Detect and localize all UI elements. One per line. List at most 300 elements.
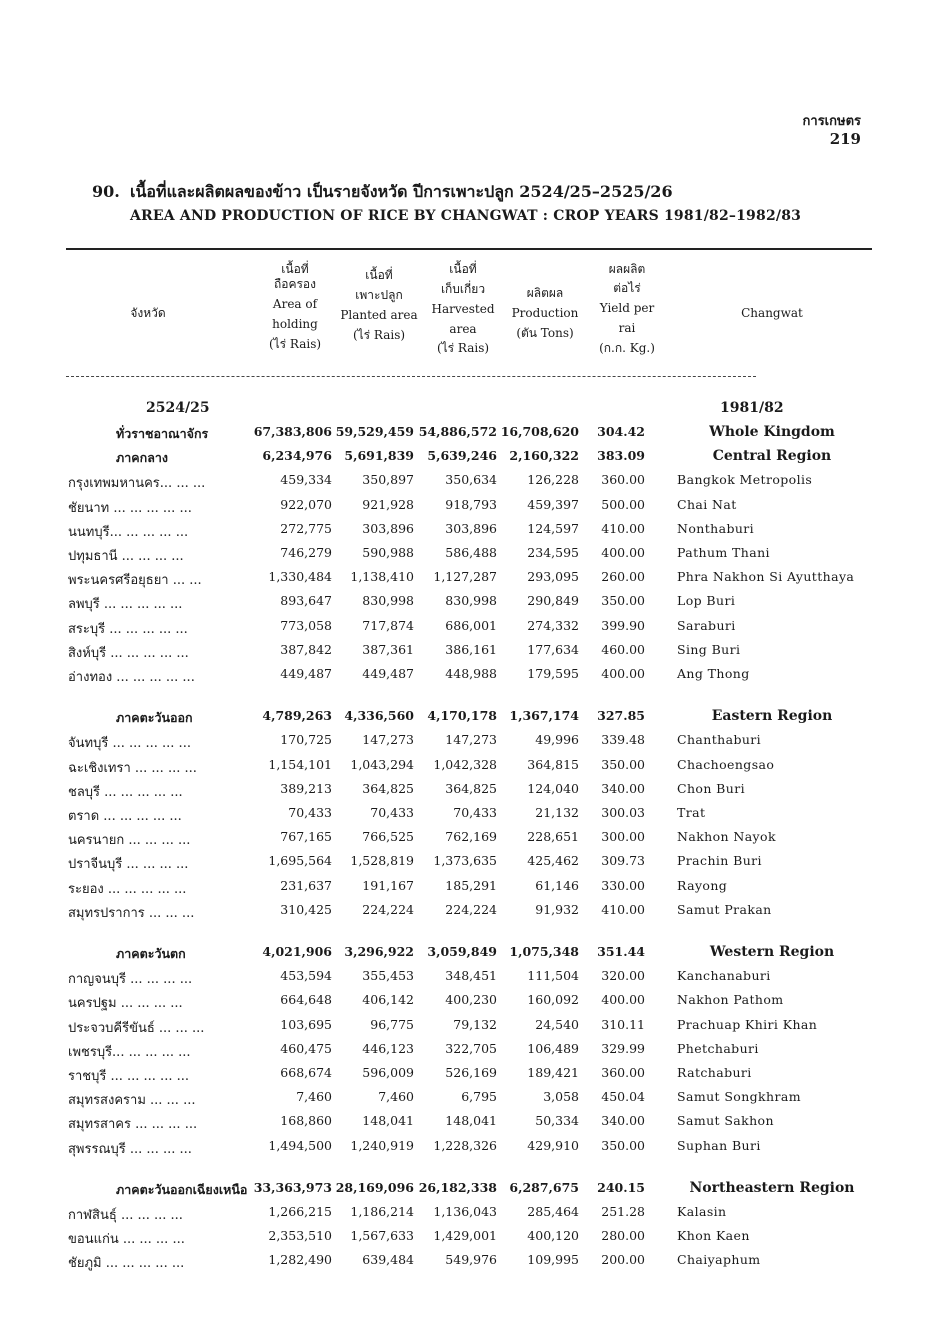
cell-thai: ภาคกลาง xyxy=(116,450,168,466)
table-row xyxy=(0,732,941,756)
cell-thai: ปทุมธานี ... ... ... ... xyxy=(68,549,184,564)
cell-yield: 340.00 xyxy=(601,1113,645,1129)
cell-yield: 309.73 xyxy=(601,853,645,869)
cell-yield: 450.04 xyxy=(601,1089,645,1105)
cell-thai: ลพบุรี ... ... ... ... ... xyxy=(68,597,183,613)
cell-english: Pathum Thani xyxy=(677,545,770,560)
table-row xyxy=(0,992,941,1016)
cell-harvested: 762,169 xyxy=(445,829,497,845)
cell-yield: 399.90 xyxy=(601,617,645,633)
cell-planted: 1,186,214 xyxy=(350,1204,414,1219)
cell-harvested: 5,639,246 xyxy=(427,448,497,464)
header-production xyxy=(500,286,590,341)
cell-thai: ภาคตะวันตก xyxy=(116,946,186,961)
title-thai: เนื้อที่และผลิตผลของข้าว เป็นรายจังหวัด ปีการเพาะปลูก 2524/25–2525/26 xyxy=(130,182,673,201)
cell-holding: 773,058 xyxy=(280,617,332,633)
cell-harvested: 364,825 xyxy=(445,780,497,796)
table-row xyxy=(0,1089,941,1113)
cell-production: 124,040 xyxy=(527,780,579,796)
cell-holding: 103,695 xyxy=(280,1016,332,1032)
cell-english: Western Region xyxy=(709,944,835,960)
top-rule xyxy=(66,248,872,250)
cell-harvested: 6,795 xyxy=(461,1089,497,1105)
cell-english: Chaiyaphum xyxy=(677,1252,761,1268)
header-yield-en-2: rai xyxy=(618,321,636,335)
cell-harvested: 1,228,326 xyxy=(433,1137,497,1153)
table-row xyxy=(0,545,941,569)
header-planted-thai-2: เพาะปลูก xyxy=(355,288,403,302)
cell-holding: 460,475 xyxy=(280,1040,332,1056)
cell-yield: 410.00 xyxy=(601,901,645,917)
table-row xyxy=(0,1065,941,1089)
cell-planted: 1,138,410 xyxy=(350,569,414,585)
year-english: 1981/82 xyxy=(720,400,784,416)
cell-yield: 500.00 xyxy=(601,496,645,512)
cell-english: Nakhon Nayok xyxy=(677,829,776,845)
cell-holding: 272,775 xyxy=(280,520,332,536)
table-number: 90. xyxy=(92,182,120,201)
cell-thai: ปราจีนบุรี ... ... ... ... xyxy=(68,857,189,873)
cell-planted: 1,043,294 xyxy=(350,756,414,772)
cell-thai: สระบุรี ... ... ... ... ... xyxy=(68,621,188,637)
cell-yield: 340.00 xyxy=(601,780,645,796)
cell-production: 189,421 xyxy=(527,1065,579,1080)
cell-harvested: 147,273 xyxy=(445,732,497,748)
table-row xyxy=(0,805,941,829)
cell-holding: 4,789,263 xyxy=(262,708,332,724)
cell-planted: 717,874 xyxy=(362,617,414,633)
table-row xyxy=(0,1252,941,1276)
cell-harvested: 26,182,338 xyxy=(418,1179,497,1195)
cell-production: 179,595 xyxy=(527,666,579,681)
cell-production: 400,120 xyxy=(527,1228,579,1244)
cell-thai: กาฬสินธุ์ ... ... ... ... xyxy=(68,1208,183,1223)
cell-yield: 460.00 xyxy=(601,641,645,657)
header-holding-en-2: holding xyxy=(272,317,318,331)
cell-english: Ang Thong xyxy=(677,666,750,681)
cell-yield: 329.99 xyxy=(601,1040,645,1056)
cell-harvested: 1,042,328 xyxy=(433,756,497,772)
cell-planted: 387,361 xyxy=(362,641,414,657)
cell-yield: 320.00 xyxy=(601,968,645,984)
cell-harvested: 549,976 xyxy=(445,1252,497,1268)
cell-harvested: 448,988 xyxy=(445,666,497,681)
cell-production: 16,708,620 xyxy=(500,424,579,439)
cell-thai: สมุทรสาคร ... ... ... ... xyxy=(68,1117,198,1133)
cell-yield: 360.00 xyxy=(601,472,645,488)
table-row xyxy=(0,781,941,805)
cell-production: 234,595 xyxy=(527,545,579,560)
table-row xyxy=(0,666,941,690)
cell-yield: 350.00 xyxy=(601,593,645,609)
cell-english: Chanthaburi xyxy=(677,732,762,748)
cell-english: Phetchaburi xyxy=(677,1040,759,1056)
cell-harvested: 54,886,572 xyxy=(418,424,497,439)
summary-row xyxy=(0,1180,941,1204)
header-planted-thai-1: เนื้อที่ xyxy=(365,268,393,282)
cell-planted: 446,123 xyxy=(362,1040,414,1056)
cell-english: Prachuap Khiri Khan xyxy=(677,1016,818,1032)
cell-english: Phra Nakhon Si Ayutthaya xyxy=(677,569,855,585)
cell-harvested: 1,429,001 xyxy=(433,1228,497,1244)
cell-yield: 240.15 xyxy=(597,1179,645,1195)
cell-production: 2,160,322 xyxy=(509,448,579,464)
header-rule xyxy=(66,376,756,377)
summary-row xyxy=(0,708,941,732)
cell-english: Nakhon Pathom xyxy=(677,992,784,1008)
summary-row xyxy=(0,944,941,968)
header-harvested-thai-1: เนื้อที่ xyxy=(449,262,477,276)
cell-planted: 766,525 xyxy=(362,829,414,845)
cell-production: 50,334 xyxy=(535,1113,579,1129)
cell-thai: ประจวบคีรีขันธ์ ... ... ... xyxy=(68,1020,205,1036)
cell-holding: 4,021,906 xyxy=(262,944,332,959)
cell-harvested: 386,161 xyxy=(445,641,497,657)
header-harvested xyxy=(418,262,508,356)
cell-production: 6,287,675 xyxy=(509,1179,579,1195)
cell-planted: 921,928 xyxy=(362,496,414,512)
cell-holding: 7,460 xyxy=(296,1089,332,1105)
table-row xyxy=(0,968,941,992)
cell-harvested: 1,136,043 xyxy=(433,1204,497,1219)
cell-harvested: 350,634 xyxy=(445,472,497,488)
cell-holding: 2,353,510 xyxy=(268,1228,332,1244)
header-holding-thai-1: เนื้อที่ xyxy=(281,262,309,276)
cell-production: 91,932 xyxy=(535,901,579,917)
cell-thai: กาญจนบุรี ... ... ... ... xyxy=(68,972,193,988)
cell-holding: 70,433 xyxy=(288,805,332,820)
cell-production: 293,095 xyxy=(527,569,579,585)
table-row xyxy=(0,757,941,781)
table-row xyxy=(0,1017,941,1041)
header-changwat-thai: จังหวัด xyxy=(130,306,166,320)
cell-production: 274,332 xyxy=(527,617,579,633)
cell-production: 177,634 xyxy=(527,641,579,657)
section-name: การเกษตร xyxy=(802,114,861,129)
cell-english: Kalasin xyxy=(677,1204,727,1219)
cell-yield: 410.00 xyxy=(601,520,645,536)
cell-production: 109,995 xyxy=(527,1252,579,1268)
header-harvested-unit: (ไร่ Rais) xyxy=(436,341,490,355)
cell-thai: ชัยภูมิ ... ... ... ... ... xyxy=(68,1256,185,1272)
cell-thai: เพชรบุรี... ... ... ... ... xyxy=(68,1044,191,1060)
header-holding xyxy=(250,262,340,352)
table-row xyxy=(0,497,941,521)
header-harvested-thai-2: เก็บเกี่ยว xyxy=(440,282,486,296)
cell-production: 106,489 xyxy=(527,1040,579,1056)
cell-yield: 310.11 xyxy=(601,1016,645,1032)
header-holding-thai-2: ถือครอง xyxy=(273,277,316,291)
cell-holding: 664,648 xyxy=(280,992,332,1008)
cell-harvested: 322,705 xyxy=(445,1040,497,1056)
cell-thai: ภาคตะวันออกเฉียงเหนือ xyxy=(116,1181,248,1197)
cell-planted: 1,240,919 xyxy=(350,1137,414,1153)
header-yield-unit: (ก.ก. Kg.) xyxy=(599,341,655,355)
header-changwat-english: Changwat xyxy=(741,306,803,320)
cell-production: 126,228 xyxy=(527,472,579,488)
cell-planted: 1,567,633 xyxy=(350,1228,414,1244)
cell-holding: 168,860 xyxy=(280,1113,332,1129)
cell-thai: สุพรรณบุรี ... ... ... ... xyxy=(68,1141,192,1157)
cell-planted: 355,453 xyxy=(362,968,414,984)
cell-holding: 922,070 xyxy=(280,496,332,512)
cell-yield: 350.00 xyxy=(601,1137,645,1153)
cell-english: Northeastern Region xyxy=(689,1179,855,1196)
table-row xyxy=(0,1041,941,1065)
cell-english: Prachin Buri xyxy=(677,853,762,869)
cell-holding: 310,425 xyxy=(280,901,332,917)
header-production-unit: (ตัน Tons) xyxy=(516,326,574,340)
cell-harvested: 303,896 xyxy=(445,520,497,536)
cell-yield: 330.00 xyxy=(601,877,645,893)
cell-production: 49,996 xyxy=(535,732,579,748)
table-row xyxy=(0,569,941,593)
header-harvested-en-2: area xyxy=(449,322,477,336)
cell-holding: 1,266,215 xyxy=(268,1204,332,1219)
table-row xyxy=(0,902,941,926)
cell-production: 364,815 xyxy=(527,756,579,772)
cell-production: 61,146 xyxy=(535,877,579,893)
table-row xyxy=(0,1204,941,1228)
cell-production: 160,092 xyxy=(527,992,579,1008)
cell-planted: 1,528,819 xyxy=(350,853,414,869)
cell-english: Rayong xyxy=(677,877,728,893)
header-yield xyxy=(582,262,672,356)
cell-production: 24,540 xyxy=(535,1016,579,1032)
cell-thai: สิงห์บุรี ... ... ... ... ... xyxy=(68,645,189,661)
cell-production: 228,651 xyxy=(527,829,579,845)
cell-yield: 339.48 xyxy=(601,732,645,748)
cell-english: Samut Sakhon xyxy=(677,1113,774,1129)
cell-holding: 668,674 xyxy=(280,1065,332,1080)
cell-harvested: 830,998 xyxy=(445,593,497,609)
cell-planted: 830,998 xyxy=(362,593,414,609)
cell-yield: 350.00 xyxy=(601,756,645,772)
cell-english: Khon Kaen xyxy=(677,1228,750,1244)
cell-planted: 148,041 xyxy=(362,1113,414,1129)
cell-planted: 96,775 xyxy=(370,1016,414,1032)
table-row xyxy=(0,642,941,666)
cell-harvested: 1,127,287 xyxy=(433,569,497,585)
cell-planted: 70,433 xyxy=(370,805,414,820)
cell-thai: ภาคตะวันออก xyxy=(116,710,193,726)
cell-holding: 459,334 xyxy=(280,472,332,488)
cell-harvested: 3,059,849 xyxy=(427,944,497,959)
cell-english: Suphan Buri xyxy=(677,1137,761,1153)
cell-english: Bangkok Metropolis xyxy=(677,472,813,488)
cell-holding: 1,154,101 xyxy=(268,756,332,772)
cell-english: Chachoengsao xyxy=(677,756,775,772)
header-yield-en-1: Yield per xyxy=(599,301,655,315)
cell-thai: ทั่วราชอาณาจักร xyxy=(116,426,209,441)
header-production-thai-1: ผลิตผล xyxy=(526,286,564,300)
cell-yield: 200.00 xyxy=(601,1252,645,1268)
cell-thai: ตราด ... ... ... ... ... xyxy=(68,809,182,824)
cell-thai: จันทบุรี ... ... ... ... ... xyxy=(68,736,191,752)
cell-thai: พระนครศรีอยุธยา ... ... xyxy=(68,573,202,589)
cell-holding: 170,725 xyxy=(280,732,332,748)
cell-holding: 449,487 xyxy=(280,666,332,681)
cell-yield: 300.03 xyxy=(601,805,645,820)
table-row xyxy=(0,593,941,617)
cell-planted: 59,529,459 xyxy=(335,424,414,439)
cell-production: 3,058 xyxy=(543,1089,579,1105)
cell-english: Chon Buri xyxy=(677,780,745,796)
cell-planted: 3,296,922 xyxy=(344,944,414,959)
header-planted-unit: (ไร่ Rais) xyxy=(352,328,406,342)
cell-harvested: 526,169 xyxy=(445,1065,497,1080)
cell-english: Eastern Region xyxy=(711,708,833,725)
cell-planted: 4,336,560 xyxy=(344,708,414,724)
cell-yield: 280.00 xyxy=(601,1228,645,1244)
cell-production: 429,910 xyxy=(527,1137,579,1153)
cell-planted: 28,169,096 xyxy=(335,1179,414,1195)
cell-planted: 7,460 xyxy=(378,1089,414,1105)
cell-english: Trat xyxy=(677,805,706,820)
cell-planted: 449,487 xyxy=(362,666,414,681)
cell-english: Saraburi xyxy=(677,617,736,633)
cell-english: Kanchanaburi xyxy=(677,968,771,984)
table-row xyxy=(0,472,941,496)
cell-yield: 400.00 xyxy=(601,545,645,560)
cell-holding: 453,594 xyxy=(280,968,332,984)
cell-harvested: 224,224 xyxy=(445,901,497,917)
cell-yield: 360.00 xyxy=(601,1065,645,1080)
cell-production: 21,132 xyxy=(535,805,579,820)
table-row xyxy=(0,618,941,642)
cell-yield: 300.00 xyxy=(601,829,645,845)
cell-english: Ratchaburi xyxy=(677,1065,752,1080)
header-yield-thai-2: ต่อไร่ xyxy=(613,281,641,295)
cell-thai: อ่างทอง ... ... ... ... ... xyxy=(68,670,195,685)
cell-english: Chai Nat xyxy=(677,496,737,512)
cell-planted: 364,825 xyxy=(362,780,414,796)
page-number: 219 xyxy=(829,130,861,148)
header-holding-en-1: Area of xyxy=(272,297,318,311)
cell-planted: 191,167 xyxy=(362,877,414,893)
year-thai: 2524/25 xyxy=(146,400,210,416)
cell-production: 425,462 xyxy=(527,853,579,869)
cell-english: Lop Buri xyxy=(677,593,736,609)
header-harvested-en-1: Harvested xyxy=(431,302,495,316)
cell-yield: 260.00 xyxy=(601,569,645,585)
cell-thai: นครนายก ... ... ... ... xyxy=(68,833,191,849)
cell-holding: 1,494,500 xyxy=(268,1137,332,1153)
cell-planted: 147,273 xyxy=(362,732,414,748)
cell-holding: 67,383,806 xyxy=(253,424,332,439)
cell-holding: 6,234,976 xyxy=(262,448,332,464)
cell-yield: 400.00 xyxy=(601,666,645,681)
cell-harvested: 400,230 xyxy=(445,992,497,1008)
cell-thai: สมุทรปราการ ... ... ... xyxy=(68,905,195,921)
cell-planted: 5,691,839 xyxy=(344,448,414,464)
cell-harvested: 918,793 xyxy=(445,496,497,512)
cell-harvested: 586,488 xyxy=(445,545,497,560)
cell-holding: 387,842 xyxy=(280,641,332,657)
table-row xyxy=(0,1138,941,1162)
cell-holding: 1,695,564 xyxy=(268,853,332,869)
cell-planted: 350,897 xyxy=(362,472,414,488)
cell-holding: 767,165 xyxy=(280,829,332,845)
table-row xyxy=(0,853,941,877)
cell-english: Samut Prakan xyxy=(677,901,772,917)
cell-harvested: 686,001 xyxy=(445,617,497,633)
header-production-en-1: Production xyxy=(511,306,579,320)
header-planted xyxy=(334,268,424,343)
cell-english: Sing Buri xyxy=(677,641,741,657)
cell-holding: 1,282,490 xyxy=(268,1252,332,1268)
cell-yield: 251.28 xyxy=(601,1204,645,1219)
cell-planted: 303,896 xyxy=(362,520,414,536)
cell-harvested: 79,132 xyxy=(453,1016,497,1032)
cell-english: Whole Kingdom xyxy=(709,424,835,440)
cell-english: Nonthaburi xyxy=(677,520,755,536)
summary-row xyxy=(0,448,941,472)
cell-harvested: 1,373,635 xyxy=(433,853,497,869)
cell-harvested: 348,451 xyxy=(445,968,497,984)
cell-production: 124,597 xyxy=(527,520,579,536)
cell-yield: 400.00 xyxy=(601,992,645,1008)
cell-thai: ขอนแก่น ... ... ... ... xyxy=(68,1232,185,1248)
cell-yield: 304.42 xyxy=(597,424,645,439)
cell-holding: 1,330,484 xyxy=(268,569,332,585)
cell-thai: ชัยนาท ... ... ... ... ... xyxy=(68,500,192,516)
cell-production: 1,367,174 xyxy=(509,708,579,724)
cell-harvested: 4,170,178 xyxy=(427,708,497,724)
cell-planted: 590,988 xyxy=(362,545,414,560)
header-holding-unit: (ไร่ Rais) xyxy=(268,337,322,351)
cell-thai: กรุงเทพมหานคร... ... ... xyxy=(68,476,206,492)
cell-harvested: 70,433 xyxy=(453,805,497,820)
cell-production: 1,075,348 xyxy=(509,944,579,959)
cell-yield: 351.44 xyxy=(597,944,645,959)
cell-production: 290,849 xyxy=(527,593,579,609)
cell-english: Samut Songkhram xyxy=(677,1089,801,1105)
cell-production: 459,397 xyxy=(527,496,579,512)
cell-thai: ระยอง ... ... ... ... ... xyxy=(68,881,187,897)
cell-thai: นนทบุรี... ... ... ... ... xyxy=(68,524,189,540)
cell-thai: สมุทรสงคราม ... ... ... xyxy=(68,1093,196,1109)
cell-harvested: 185,291 xyxy=(445,877,497,893)
cell-yield: 327.85 xyxy=(597,708,645,724)
table-row xyxy=(0,829,941,853)
table-row xyxy=(0,1228,941,1252)
summary-row xyxy=(0,424,941,448)
cell-production: 111,504 xyxy=(527,968,579,984)
cell-yield: 383.09 xyxy=(597,448,645,464)
cell-thai: ชลบุรี ... ... ... ... ... xyxy=(68,784,183,800)
cell-holding: 33,363,973 xyxy=(253,1179,332,1195)
cell-planted: 639,484 xyxy=(362,1252,414,1268)
cell-planted: 406,142 xyxy=(362,992,414,1008)
cell-thai: นครปฐม ... ... ... ... xyxy=(68,996,183,1012)
cell-harvested: 148,041 xyxy=(445,1113,497,1129)
cell-holding: 893,647 xyxy=(280,593,332,609)
cell-thai: ฉะเชิงเทรา ... ... ... ... xyxy=(68,760,197,776)
table-row xyxy=(0,521,941,545)
cell-thai: ราชบุรี ... ... ... ... ... xyxy=(68,1069,189,1084)
table-row xyxy=(0,878,941,902)
cell-planted: 224,224 xyxy=(362,901,414,917)
cell-english: Central Region xyxy=(712,448,832,465)
cell-holding: 389,213 xyxy=(280,780,332,796)
cell-production: 285,464 xyxy=(527,1204,579,1219)
header-planted-en-1: Planted area xyxy=(340,308,418,322)
title-english: AREA AND PRODUCTION OF RICE BY CHANGWAT : CROP YEARS 1981/82–1982/83 xyxy=(130,208,802,224)
cell-holding: 231,637 xyxy=(280,877,332,893)
table-row xyxy=(0,1113,941,1137)
header-yield-thai-1: ผลผลิต xyxy=(608,262,646,276)
